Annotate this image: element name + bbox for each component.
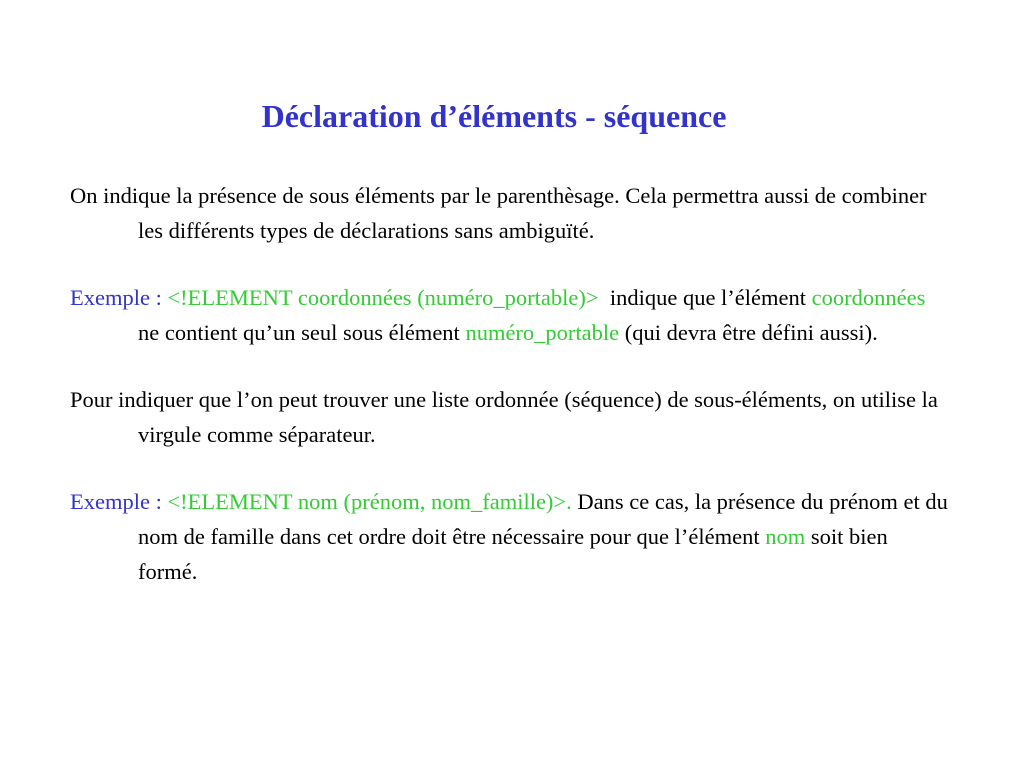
example-label: Exemple : (70, 489, 168, 514)
example-nom (70, 484, 950, 589)
example-text: ne contient qu’un seul sous élément (138, 320, 466, 345)
paragraph-intro-text: On indique la présence de sous éléments par le parenthèsage. Cela permettra aussi de combiner les différents types de déclarations sans ambiguïté. (70, 183, 927, 243)
slide-body (70, 178, 950, 589)
example-term: numéro_portable (465, 320, 620, 345)
example-term: nom (765, 524, 806, 549)
example-code: <!ELEMENT nom (prénom, nom_famille)>. (167, 489, 572, 514)
example-code: <!ELEMENT coordonnées (numéro_portable)> (167, 285, 599, 310)
example-text: indique que l’élément (598, 285, 812, 310)
example-text: soit bien formé. (138, 524, 888, 584)
paragraph-sequence-text: Pour indiquer que l’on peut trouver une liste ordonnée (séquence) de sous-éléments, on utilise la virgule comme séparateur. (70, 387, 938, 447)
example-coordonnees (70, 280, 950, 350)
example-label: Exemple : (70, 285, 168, 310)
example-text: Dans ce cas, la présence du prénom et du nom de famille dans cet ordre doit être nécessaire pour que l’élément (138, 489, 948, 549)
paragraph-sequence (70, 382, 950, 452)
paragraph-intro (70, 178, 950, 248)
slide-title: Déclaration d’éléments - séquence (261, 98, 727, 134)
example-term: coordonnées (811, 285, 926, 310)
example-text: (qui devra être défini aussi). (619, 320, 878, 345)
